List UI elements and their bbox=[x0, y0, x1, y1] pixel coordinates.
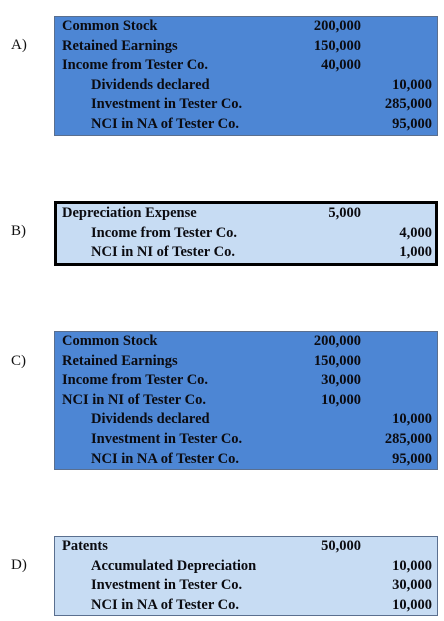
debit-amount: 200,000 bbox=[313, 333, 361, 349]
debit-amount: 5,000 bbox=[328, 205, 361, 221]
account-name: Dividends declared bbox=[91, 411, 210, 428]
account-name: NCI in NA of Tester Co. bbox=[91, 115, 239, 132]
option-b-entry bbox=[54, 201, 438, 266]
account-name: Investment in Tester Co. bbox=[91, 96, 243, 113]
journal-row bbox=[55, 17, 437, 37]
account-name: Investment in Tester Co. bbox=[91, 577, 243, 594]
account-name: Depreciation Expense bbox=[62, 205, 197, 221]
journal-row bbox=[55, 537, 437, 557]
option-d-letter: D) bbox=[11, 557, 27, 573]
credit-amount: 30,000 bbox=[392, 577, 432, 594]
journal-row bbox=[55, 332, 437, 352]
credit-amount: 10,000 bbox=[392, 76, 432, 93]
credit-amount: 95,000 bbox=[392, 450, 432, 467]
account-name: NCI in NI of Tester Co. bbox=[91, 244, 235, 261]
option-a-letter: A) bbox=[11, 37, 27, 53]
journal-row bbox=[57, 204, 435, 224]
account-name: Income from Tester Co. bbox=[62, 372, 209, 389]
account-name: Common Stock bbox=[62, 333, 158, 349]
debit-amount: 30,000 bbox=[321, 372, 361, 389]
account-name: Patents bbox=[62, 538, 108, 554]
journal-row bbox=[57, 243, 435, 263]
credit-amount: 4,000 bbox=[399, 224, 432, 241]
journal-row bbox=[57, 224, 435, 244]
credit-amount: 10,000 bbox=[392, 411, 432, 428]
option-c-letter: C) bbox=[11, 353, 26, 369]
account-name: Income from Tester Co. bbox=[91, 224, 238, 241]
account-name: NCI in NA of Tester Co. bbox=[91, 450, 239, 467]
debit-amount: 40,000 bbox=[321, 57, 361, 74]
journal-row bbox=[55, 56, 437, 76]
credit-amount: 285,000 bbox=[384, 96, 432, 113]
account-name: Investment in Tester Co. bbox=[91, 430, 243, 447]
account-name: NCI in NA of Tester Co. bbox=[91, 596, 239, 613]
credit-amount: 10,000 bbox=[392, 596, 432, 613]
journal-row bbox=[55, 557, 437, 577]
journal-row bbox=[55, 115, 437, 135]
option-c-entry bbox=[54, 331, 438, 470]
option-d-entry bbox=[54, 536, 438, 616]
journal-row bbox=[55, 430, 437, 450]
journal-row bbox=[55, 76, 437, 96]
journal-row bbox=[55, 352, 437, 372]
journal-row bbox=[55, 576, 437, 596]
debit-amount: 150,000 bbox=[313, 37, 361, 54]
account-name: Retained Earnings bbox=[62, 37, 178, 54]
journal-row bbox=[55, 37, 437, 57]
credit-amount: 285,000 bbox=[384, 430, 432, 447]
account-name: Dividends declared bbox=[91, 76, 210, 93]
journal-row bbox=[55, 391, 437, 411]
debit-amount: 150,000 bbox=[313, 352, 361, 369]
account-name: Common Stock bbox=[62, 18, 158, 34]
journal-row bbox=[55, 410, 437, 430]
account-name: Accumulated Depreciation bbox=[91, 557, 257, 574]
debit-amount: 50,000 bbox=[321, 538, 361, 554]
debit-amount: 200,000 bbox=[313, 18, 361, 34]
account-name: Retained Earnings bbox=[62, 352, 178, 369]
account-name: Income from Tester Co. bbox=[62, 57, 209, 74]
journal-row bbox=[55, 95, 437, 115]
credit-amount: 95,000 bbox=[392, 115, 432, 132]
debit-amount: 10,000 bbox=[321, 391, 361, 408]
journal-row bbox=[55, 450, 437, 470]
credit-amount: 1,000 bbox=[399, 244, 432, 261]
account-name: NCI in NI of Tester Co. bbox=[62, 391, 206, 408]
option-a-entry bbox=[54, 16, 438, 136]
journal-row bbox=[55, 596, 437, 616]
credit-amount: 10,000 bbox=[392, 557, 432, 574]
option-b-letter: B) bbox=[11, 223, 26, 239]
journal-row bbox=[55, 371, 437, 391]
